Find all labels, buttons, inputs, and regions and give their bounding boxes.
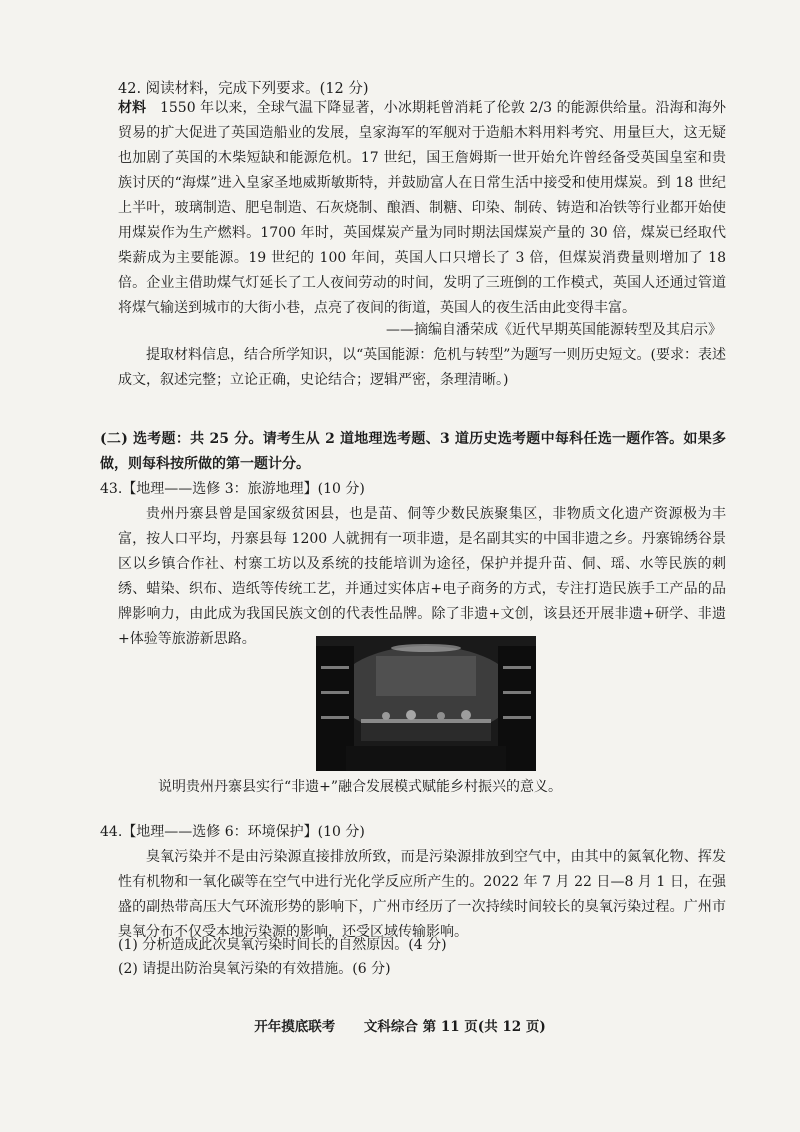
q44-text: 臭氧污染并不是由污染源直接排放所致，而是污染源排放到空气中，由其中的氮氧化物、挥发性有机物和一氧化碳等在空气中进行光化学反应所产生的。2022 年 7 月 22 日—8 月 1 日，在强盛的副热带高压大气环流形势的影响下，广州市经历了一次持续时间较长的臭氧污染过程。广州市臭氧分布不仅受本地污染源的影响，还受区域传输影响。 <box>118 849 726 940</box>
material-text: 1550 年以来，全球气温下降显著，小冰期耗曾消耗了伦敦 2/3 的能源供给量。沿海和海外贸易的扩大促进了英国造船业的发展，皇家海军的军舰对于造船木料用料考究、用量巨大，这无疑也加剧了英国的木柴短缺和能源危机。17 世纪，国王詹姆斯一世开始允许曾经备受英国皇室和贵族讨厌的“海煤”进入皇家圣地威斯敏斯特，并鼓励富人在日常生活中接受和使用煤炭。到 18 世纪上半叶，玻璃制造、肥皂制造、石灰烧制、酿酒、制糖、印染、制砖、铸造和冶铁等行业都开始使用煤炭作为生产燃料。1700 年时，英国煤炭产量为同时期法国煤炭产量的 30 倍，煤炭已经取代柴薪成为主要能源。19 世纪的 100 年间，英国人口只增长了 3 倍，但煤炭消费量则增加了 18 倍。企业主借助煤气灯延长了工人夜间劳动的时间，发明了三班倒的工作模式，英国人还通过管道将煤气输送到城市的大街小巷，点亮了夜间的街道，英国人的夜生活由此变得丰富。 <box>118 100 726 316</box>
section2-header: (二) 选考题：共 25 分。请考生从 2 道地理选考题、3 道历史选考题中每科任选一题作答。如果多做，则每科按所做的第一题计分。 <box>100 431 726 472</box>
q43-question: 说明贵州丹寨县实行“非遗+”融合发展模式赋能乡村振兴的意义。 <box>158 779 563 795</box>
q42-source: ——摘编自潘荣成《近代早期英国能源转型及其启示》 <box>386 322 722 338</box>
q44-header: 44.【地理——选修 6：环境保护】(10 分) <box>100 824 365 840</box>
shop-interior-picture <box>316 636 536 771</box>
material-label: 材料 <box>118 100 147 116</box>
q42-material <box>118 96 726 321</box>
handicraft-shop-photo <box>316 636 536 771</box>
q42-header: 42. 阅读材料，完成下列要求。(12 分) <box>118 81 369 97</box>
footer-exam-name: 开年摸底联考 <box>254 1019 336 1035</box>
q44-subquestion-1: (1) 分析造成此次臭氧污染时间长的自然原因。(4 分) <box>118 937 447 953</box>
page-footer <box>0 1015 800 1035</box>
q44-subquestion-2: (2) 请提出防治臭氧污染的有效措施。(6 分) <box>118 961 391 977</box>
q43-text: 贵州丹寨县曾是国家级贫困县，也是苗、侗等少数民族聚集区，非物质文化遗产资源极为丰富，按人口平均，丹寨县每 1200 人就拥有一项非遗，是名副其实的中国非遗之乡。丹寨锦绣谷景区以乡镇合作社、村寨工坊以及系统的技能培训为途径，保护并提升苗、侗、瑶、水等民族的刺绣、蜡染、织布、造纸等传统工艺，并通过实体店+电子商务的方式，专注打造民族手工产品的品牌影响力，由此成为我国民族文创的代表性品牌。除了非遗+文创，该县还开展非遗+研学、非遗+体验等旅游新思路。 <box>118 506 726 647</box>
q43-header: 43.【地理——选修 3：旅游地理】(10 分) <box>100 481 365 497</box>
q42-instruction: 提取材料信息，结合所学知识，以“英国能源：危机与转型”为题写一则历史短文。(要求：表述成文，叙述完整；立论正确，史论结合；逻辑严密，条理清晰。) <box>118 347 726 388</box>
footer-page-info: 文科综合 第 11 页(共 12 页) <box>363 1019 546 1035</box>
